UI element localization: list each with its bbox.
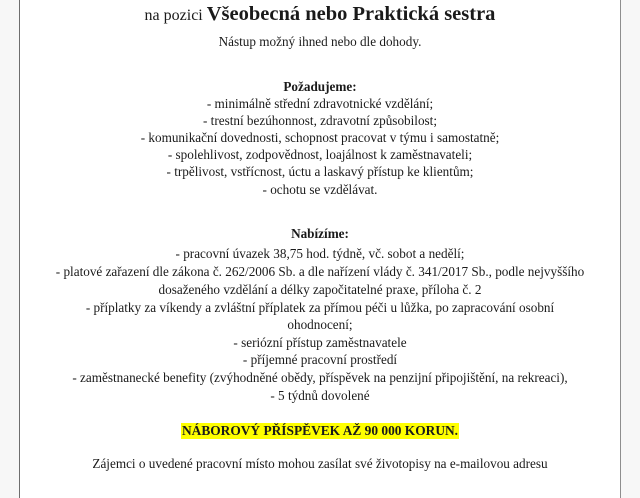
offer-line: - 5 týdnů dovolené [270,388,370,403]
requirement-item: - minimálně střední zdravotnické vzdělání; [206,96,434,111]
requirement-item: - trestní bezúhonnost, zdravotní způsobilost; [202,113,438,128]
bonus-highlight: NÁBOROVÝ PŘÍSPĚVEK AŽ 90 000 KORUN. [181,423,459,438]
job-posting-page [19,0,621,498]
requirement-item: - spolehlivost, zodpovědnost, loajálnost k zaměstnavateli; [167,147,473,162]
requirement-item: - ochotu se vzdělávat. [262,182,378,197]
offer-line: - platové zařazení dle zákona č. 262/2006 Sb. a dle nařízení vlády č. 341/2017 Sb., podle nejvyššího [55,264,585,279]
requirement-item: - trpělivost, vstřícnost, úctu a laskavý přístup ke klientům; [166,164,474,179]
offer-line: - seriózní přístup zaměstnavatele [233,335,407,350]
requirements-heading: Požadujeme: [283,79,357,94]
start-note: Nástup možný ihned nebo dle dohody. [218,34,422,49]
offer-line: - příjemné pracovní prostředí [242,352,398,367]
offer-line: - příplatky za víkendy a zvláštní příplatek za přímou péči u lůžka, po zapracování osobní [85,300,555,315]
position-title [20,3,620,27]
offer-heading: Nabízíme: [291,226,349,241]
bonus-line [20,422,620,439]
offer-line: dosaženého vzdělání a délky započitatelné praxe, příloha č. 2 [158,282,482,297]
position-title-prefix: na pozici [144,7,203,24]
offer-line: ohodnocení; [287,317,353,332]
offer-line: - zaměstnanecké benefity (zvýhodněné obědy, příspěvek na penzijní připojištění, na rekreaci), [72,370,568,385]
requirement-item: - komunikační dovednosti, schopnost pracovat v týmu i samostatně; [140,130,500,145]
contact-line: Zájemci o uvedené pracovní místo mohou zasílat své životopisy na e-mailovou adresu [92,456,548,471]
offer-line: - pracovní úvazek 38,75 hod. týdně, vč. sobot a nedělí; [175,246,465,261]
position-name: Všeobecná nebo Praktická sestra [206,3,496,25]
